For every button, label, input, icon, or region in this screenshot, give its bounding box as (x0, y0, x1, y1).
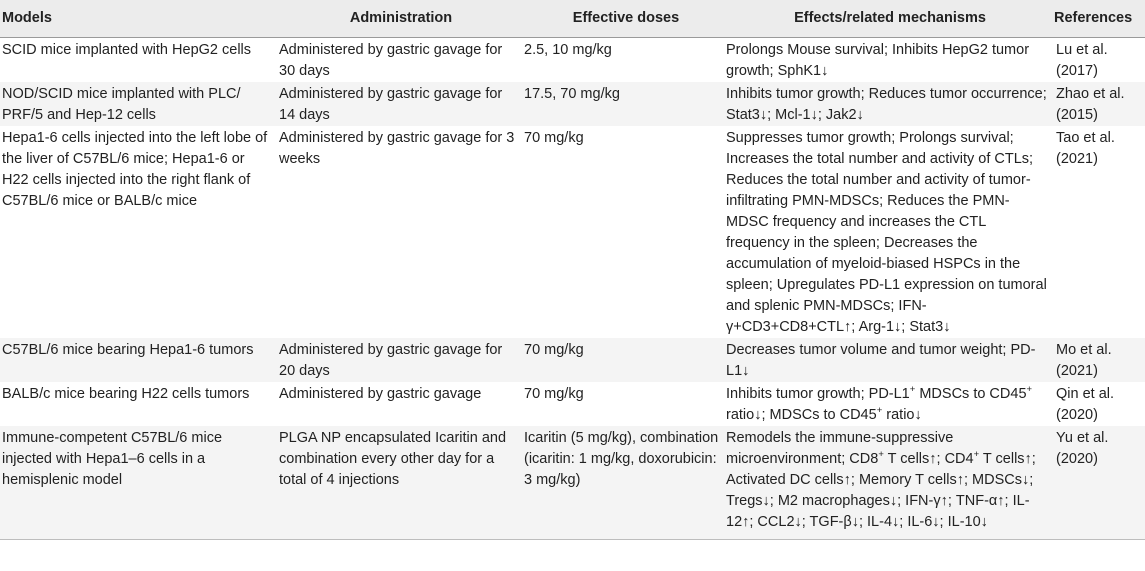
cell-doses: 70 mg/kg (524, 386, 584, 402)
cell-administration: Administered by gastric gavage for 14 days (276, 82, 524, 126)
cell-model: SCID mice implanted with HepG2 cells (2, 42, 252, 58)
cell-administration: Administered by gastric gavage for 3 weeks (279, 130, 515, 167)
cell-doses: 70 mg/kg (524, 130, 584, 146)
header-row (0, 0, 1145, 38)
table-row (0, 382, 1145, 426)
cell-reference: Mo et al. (2021) (1052, 338, 1145, 382)
cell-doses: 17.5, 70 mg/kg (524, 82, 726, 126)
cell-model: NOD/SCID mice implanted with PLC/ PRF/5 and Hep-12 cells (0, 82, 276, 126)
table-row (0, 338, 1145, 382)
cell-model: BALB/c mice bearing H22 cells tumors (2, 386, 250, 402)
header-effective-doses: Effective doses (524, 0, 726, 38)
cell-administration: Administered by gastric gavage (279, 386, 482, 402)
table-row (0, 126, 1145, 338)
table-row (0, 38, 1145, 83)
cell-reference: Yu et al. (2020) (1052, 426, 1145, 540)
cell-model: Hepa1-6 cells injected into the left lobe of the liver of C57BL/6 mice; Hepa1-6 or H22 cells injected into the right flank of C57BL/6 mice or BALB/c mice (2, 130, 268, 209)
cell-doses: 2.5, 10 mg/kg (524, 42, 612, 58)
cell-model: C57BL/6 mice bearing Hepa1-6 tumors (0, 338, 276, 382)
cell-doses: 70 mg/kg (524, 338, 726, 382)
cell-effects: Suppresses tumor growth; Prolongs survival; Increases the total number and activity of CTLs; Reduces the total number and activity of tumor-infiltrating PMN-MDSCs; Reduces the PMN-MDSC frequency and increases the CTL frequency in the spleen; Decreases the accumulation of myeloid-biased HSPCs in the spleen; Upregulates PD-L1 expression on tumoral and splenic PMN-MDSCs; IFN-γ+CD3+CD8+CTL↑; Arg-1↓; Stat3↓ (726, 130, 1047, 335)
table-row (0, 82, 1145, 126)
cell-administration: Administered by gastric gavage for 30 days (279, 42, 503, 79)
cell-effects: Remodels the immune-suppressive microenvironment; CD8+ T cells↑; CD4+ T cells↑; Activated DC cells↑; Memory T cells↑; MDSCs↓; Tregs↓; M2 macrophages↓; IFN-γ↑; TNF-α↑; IL-12↑; CCL2↓; TGF-β↓; IL-4↓; IL-6↓; IL-10↓ (726, 426, 1052, 540)
cell-effects: Inhibits tumor growth; PD-L1+ MDSCs to CD45+ ratio↓; MDSCs to CD45+ ratio↓ (726, 384, 1033, 423)
cell-reference: Lu et al. (2017) (1056, 42, 1108, 79)
cell-reference: Zhao et al. (2015) (1052, 82, 1145, 126)
cell-effects: Prolongs Mouse survival; Inhibits HepG2 tumor growth; SphK1↓ (726, 42, 1030, 79)
header-effects: Effects/related mechanisms (726, 0, 1052, 38)
cell-reference: Tao et al. (2021) (1056, 130, 1115, 167)
header-models: Models (0, 0, 276, 38)
cell-effects: Decreases tumor volume and tumor weight; PD-L1↓ (726, 338, 1052, 382)
cell-administration: Administered by gastric gavage for 20 days (276, 338, 524, 382)
table-row (0, 426, 1145, 540)
cell-doses: Icaritin (5 mg/kg), combination (icaritin: 1 mg/kg, doxorubicin: 3 mg/kg) (524, 426, 726, 540)
cell-effects: Inhibits tumor growth; Reduces tumor occurrence; Stat3↓; Mcl-1↓; Jak2↓ (726, 82, 1052, 126)
cell-administration: PLGA NP encapsulated Icaritin and combination every other day for a total of 4 injections (276, 426, 524, 540)
cell-model: Immune-competent C57BL/6 mice injected with Hepa1–6 cells in a hemisplenic model (0, 426, 276, 540)
cell-reference: Qin et al. (2020) (1056, 386, 1115, 423)
header-administration: Administration (276, 0, 524, 38)
header-references: References (1052, 0, 1145, 38)
